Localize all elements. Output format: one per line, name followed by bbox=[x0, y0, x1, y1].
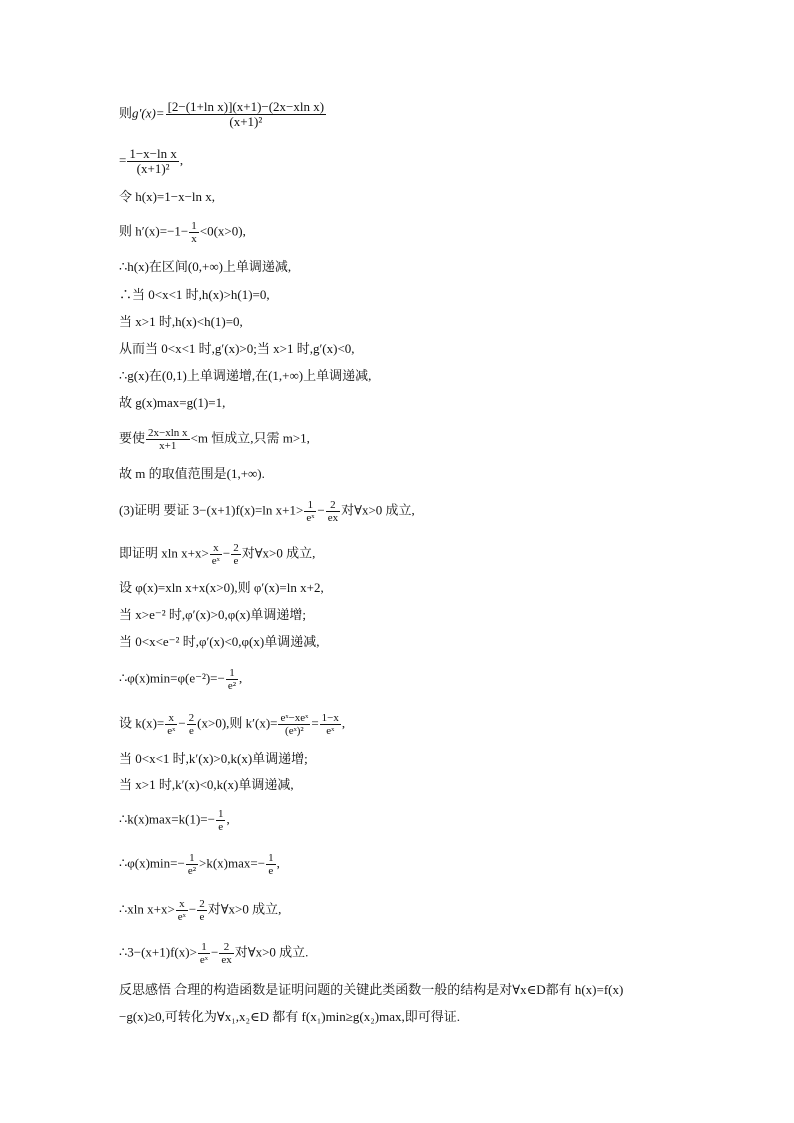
fraction bbox=[189, 220, 199, 245]
fraction bbox=[176, 898, 188, 923]
fraction bbox=[165, 712, 177, 737]
denominator: eˣ bbox=[306, 512, 315, 524]
denominator: x+1 bbox=[159, 440, 177, 452]
numerator: 2 bbox=[219, 941, 233, 954]
numerator: 1 bbox=[186, 852, 198, 865]
denominator: x bbox=[191, 233, 197, 245]
fraction bbox=[187, 712, 197, 737]
line-phi-decreasing: 当 0<x<e⁻² 时,φ′(x)<0,φ(x)单调递减, bbox=[119, 634, 320, 649]
line-conclusion bbox=[119, 941, 308, 966]
numerator: 2 bbox=[326, 499, 340, 512]
line-proof-part3 bbox=[119, 499, 415, 524]
line-k-max bbox=[119, 808, 230, 833]
denominator: ex bbox=[221, 954, 232, 966]
denominator: e² bbox=[187, 865, 197, 877]
text: <0(x>0), bbox=[199, 223, 246, 239]
fraction bbox=[198, 941, 210, 966]
denominator: e bbox=[199, 911, 205, 923]
numerator: [2−(1+ln x)](x+1)−(2x−xln x) bbox=[167, 99, 325, 114]
fraction bbox=[216, 808, 226, 833]
denominator: e² bbox=[227, 680, 237, 692]
line-define-k bbox=[119, 712, 345, 737]
denominator: e bbox=[268, 865, 274, 877]
denominator: eˣ bbox=[177, 911, 186, 923]
text: − bbox=[178, 715, 186, 731]
denominator: (x+1)² bbox=[136, 161, 170, 176]
numerator: 1 bbox=[226, 667, 238, 680]
denominator: (eˣ)² bbox=[285, 725, 304, 737]
fraction bbox=[127, 147, 179, 176]
denominator: (x+1)² bbox=[229, 114, 263, 129]
line-g-prime-definition bbox=[119, 100, 327, 129]
line-phi-min-greater-k-max bbox=[119, 852, 280, 877]
text: = bbox=[311, 715, 319, 731]
numerator: 1 bbox=[198, 941, 210, 954]
numerator: 1 bbox=[268, 852, 274, 864]
denominator: e bbox=[218, 821, 224, 833]
text: 对∀x>0 成立. bbox=[234, 944, 309, 960]
fraction bbox=[226, 667, 238, 692]
text: , bbox=[239, 670, 243, 686]
denominator: eˣ bbox=[211, 555, 220, 567]
numerator: 2x−xln x bbox=[148, 427, 188, 439]
text: − bbox=[210, 944, 219, 960]
text: (3)证明 要证 3−(x+1)f(x)=ln x+1> bbox=[119, 502, 304, 518]
line-phi-increasing: 当 x>e⁻² 时,φ′(x)>0,φ(x)单调递增; bbox=[119, 607, 306, 622]
line-reflection-continued: −g(x)≥0,可转化为∀x₁,x₂∈D 都有 f(x₁)min≥g(x₂)max,即可得证. bbox=[119, 1009, 460, 1024]
text: , bbox=[341, 715, 346, 731]
numerator: x bbox=[165, 712, 177, 725]
text: 设 k(x)= bbox=[119, 715, 165, 731]
text: ∴k(x)max=k(1)=− bbox=[119, 811, 215, 827]
text: 即证明 xln x+x> bbox=[119, 545, 209, 561]
text: 对∀x>0 成立, bbox=[207, 901, 282, 917]
line-k-decreasing: 当 x>1 时,k′(x)<0,k(x)单调递减, bbox=[119, 777, 294, 792]
line-define-phi: 设 φ(x)=xln x+x(x>0),则 φ′(x)=ln x+2, bbox=[119, 580, 324, 595]
math-text: g′(x)= bbox=[132, 105, 165, 121]
line-h-prime bbox=[119, 220, 246, 245]
line-g-prime-simplified bbox=[119, 147, 183, 176]
text: 对∀x>0 成立, bbox=[241, 545, 316, 561]
denominator: eˣ bbox=[199, 954, 208, 966]
fraction bbox=[210, 542, 222, 567]
text: 则 bbox=[119, 105, 133, 121]
text: 要使 bbox=[119, 430, 146, 446]
line-h-decreasing: ∴h(x)在区间(0,+∞)上单调递减, bbox=[119, 259, 292, 274]
text: , bbox=[179, 152, 184, 168]
fraction bbox=[278, 712, 310, 737]
line-case-greater-than-one: 当 x>1 时,h(x)<h(1)=0, bbox=[119, 314, 243, 329]
fraction bbox=[186, 852, 198, 877]
fraction bbox=[166, 100, 327, 129]
denominator: e bbox=[233, 555, 239, 567]
numerator: 1−x bbox=[321, 712, 339, 724]
text: ∴xln x+x> bbox=[119, 901, 175, 917]
numerator: 1 bbox=[304, 499, 316, 512]
text: − bbox=[317, 502, 325, 518]
text: = bbox=[119, 152, 127, 168]
numerator: x bbox=[176, 898, 188, 911]
text: ∴φ(x)min=φ(e⁻²)=− bbox=[119, 670, 225, 686]
line-reflection: 反思感悟 合理的构造函数是证明问题的关键此类函数一般的结构是对∀x∈D都有 h(x)=f(x) bbox=[119, 982, 624, 997]
fraction bbox=[320, 712, 341, 737]
numerator: 1−x−ln x bbox=[129, 146, 177, 161]
line-k-increasing: 当 0<x<1 时,k′(x)>0,k(x)单调递增; bbox=[119, 751, 308, 766]
fraction bbox=[231, 542, 241, 567]
line-inequality-holds bbox=[119, 898, 281, 923]
line-g-max: 故 g(x)max=g(1)=1, bbox=[119, 395, 226, 410]
numerator: 2 bbox=[199, 898, 205, 910]
text: <m 恒成立,只需 m>1, bbox=[190, 430, 310, 446]
fraction bbox=[197, 898, 207, 923]
text: , bbox=[226, 811, 230, 827]
denominator: eˣ bbox=[326, 725, 335, 737]
numerator: 1 bbox=[217, 808, 224, 820]
line-inequality-condition bbox=[119, 427, 310, 452]
numerator: 2 bbox=[188, 712, 195, 724]
denominator: eˣ bbox=[167, 725, 176, 737]
line-define-h: 令 h(x)=1−x−ln x, bbox=[119, 189, 216, 204]
denominator: e bbox=[188, 725, 194, 737]
text: ∴φ(x)min=− bbox=[119, 855, 185, 871]
line-g-monotonic: ∴g(x)在(0,1)上单调递增,在(1,+∞)上单调递减, bbox=[119, 368, 372, 383]
fraction bbox=[146, 427, 190, 452]
text: − bbox=[188, 901, 197, 917]
text: 对∀x>0 成立, bbox=[341, 502, 415, 518]
fraction bbox=[219, 941, 233, 966]
line-g-prime-sign: 从而当 0<x<1 时,g′(x)>0;当 x>1 时,g′(x)<0, bbox=[119, 341, 355, 356]
text: (x>0),则 k′(x)= bbox=[197, 715, 278, 731]
numerator: 1 bbox=[191, 220, 197, 232]
line-phi-min bbox=[119, 667, 242, 692]
text: >k(x)max=− bbox=[199, 855, 266, 871]
numerator: x bbox=[210, 542, 222, 555]
numerator: 2 bbox=[233, 542, 239, 554]
line-equivalent-claim bbox=[119, 542, 315, 567]
line-m-range: 故 m 的取值范围是(1,+∞). bbox=[119, 466, 265, 481]
text: , bbox=[276, 855, 280, 871]
text: ∴3−(x+1)f(x)> bbox=[119, 944, 197, 960]
text: 则 h′(x)=−1− bbox=[119, 223, 189, 239]
denominator: ex bbox=[327, 512, 339, 524]
fraction bbox=[304, 499, 316, 524]
text: − bbox=[222, 545, 231, 561]
line-case-less-than-one: ∴当 0<x<1 时,h(x)>h(1)=0, bbox=[119, 287, 270, 302]
fraction bbox=[266, 852, 276, 877]
numerator: eˣ−xeˣ bbox=[280, 712, 309, 724]
fraction bbox=[326, 499, 340, 524]
